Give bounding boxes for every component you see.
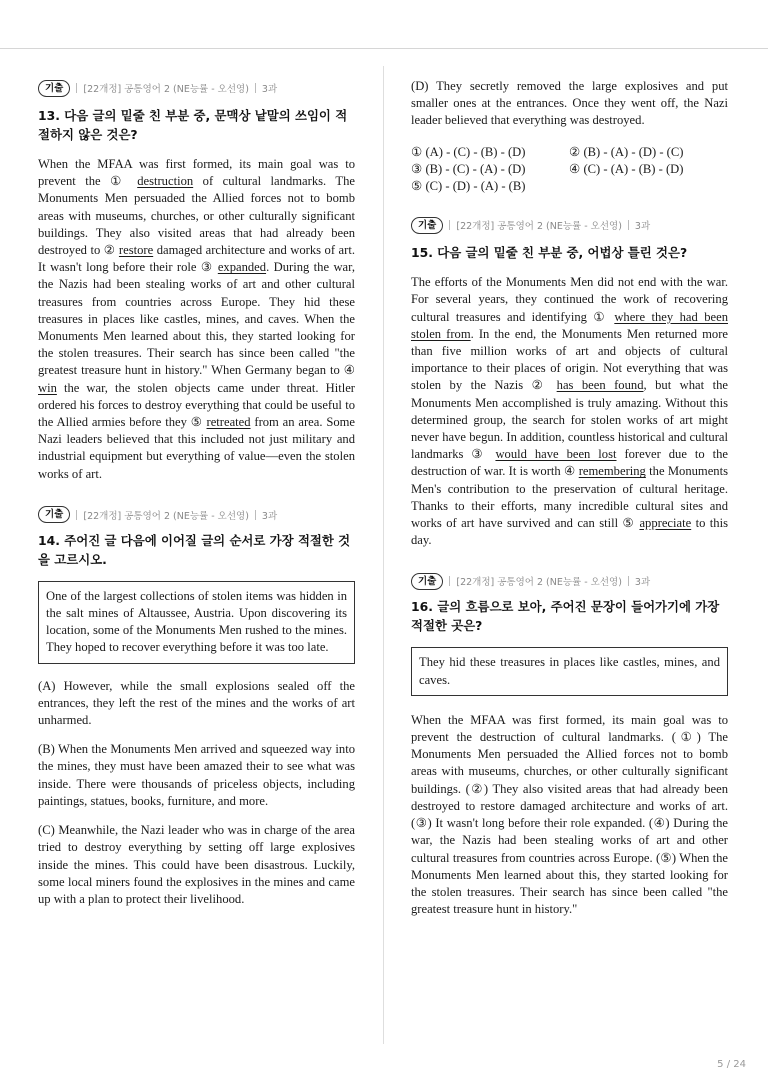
choice-5[interactable]: ⑤ (C) - (D) - (A) - (B) [411, 179, 526, 194]
underlined-phrase: where they had been stolen from [411, 309, 728, 341]
paragraph-c: (C) Meanwhile, the Nazi leader who was in charge of the area tried to destroy everything by setting off large explosives inside the mines. This could have been disastrous. Luckily, some local miners found the explosives in the mines and came up with a plan to protect their livelihood. [38, 823, 355, 906]
question-13-title: 13. 다음 글의 밑줄 친 부분 중, 문맥상 낱말의 쓰임이 적절하지 않은 것은? [38, 108, 348, 142]
question-tag [411, 215, 728, 235]
underlined-word: destruction [137, 174, 194, 189]
paragraph-d: (D) They secretly removed the large explosives and put smaller ones at the entrances. Once they went off, the Nazi leader believed that everything was destroyed. [411, 79, 728, 128]
source-label: [22개정] 공통영어 2 (NE능률 - 오선영) [456, 221, 622, 233]
question-14-choices [411, 144, 728, 196]
underlined-phrase: would have been lost [495, 447, 617, 462]
tag-separator [255, 83, 256, 93]
question-tag [38, 78, 355, 98]
page-number: 5 / 24 [717, 1059, 746, 1070]
exam-badge: 기출 [38, 506, 70, 523]
source-label: [22개정] 공통영어 2 (NE능률 - 오선영) [83, 510, 249, 522]
question-14-title: 14. 주어진 글 다음에 이어질 글의 순서로 가장 적절한 것을 고르시오. [38, 532, 351, 567]
column-divider [383, 66, 384, 1044]
question-tag [38, 505, 355, 525]
left-column [38, 78, 355, 908]
tag-separator [449, 220, 450, 230]
tag-separator [76, 83, 77, 93]
underlined-word: retreated [206, 415, 251, 430]
question-16-title: 16. 글의 흐름으로 보아, 주어진 문장이 들어가기에 가장 적절한 곳은? [411, 599, 720, 634]
tag-separator [76, 510, 77, 520]
lesson-label: 3과 [261, 84, 278, 95]
header-rule [0, 48, 768, 49]
question-16-passage: When the MFAA was first formed, its main goal was to prevent the destruction of cultural landmarks. (①) The Monuments Men persuaded the Allied forces not to bomb areas with museums, churches, or other culturally significant buildings. (②) They also visited areas that had already been destroyed to restore damaged architecture and works of art. (③) It wasn't long before their role expanded. (④) During the war, the Nazis had been stealing works of art and other cultural treasures from countries across Europe. (⑤) When the Monuments Men learned about this, they started looking for the stolen treasures. Their search has since been called "the greatest treasure hunt in history." [411, 712, 728, 917]
tag-separator [449, 576, 450, 586]
source-label: [22개정] 공통영어 2 (NE능률 - 오선영) [456, 577, 622, 589]
question-14-given-text: One of the largest collections of stolen items was hidden in the salt mines of Altaussee, Austria. Upon discovering its location, some of the Monuments Men rushed to the mines. They hoped to recover everything before it was too late. [38, 581, 355, 664]
underlined-phrase: remembering [578, 464, 646, 479]
source-label: [22개정] 공통영어 2 (NE능률 - 오선영) [83, 84, 249, 95]
right-column [411, 78, 728, 918]
exam-badge: 기출 [411, 217, 443, 234]
lesson-label: 3과 [261, 510, 278, 522]
choice-2[interactable]: ② (B) - (A) - (D) - (C) [569, 144, 684, 159]
paragraph-a: (A) However, while the small explosions sealed off the entrances, they left the rest of the mines and the works of art unharmed. [38, 678, 355, 728]
choice-1[interactable]: ① (A) - (C) - (B) - (D) [411, 144, 526, 159]
underlined-word: expanded [217, 260, 267, 275]
exam-badge: 기출 [38, 80, 70, 97]
tag-separator [628, 220, 629, 230]
underlined-word: restore [118, 243, 154, 258]
tag-separator [255, 510, 256, 520]
choice-3[interactable]: ③ (B) - (C) - (A) - (D) [411, 161, 526, 176]
choice-4[interactable]: ④ (C) - (A) - (B) - (D) [569, 161, 684, 176]
question-16-given-sentence: They hid these treasures in places like castles, mines, and caves. [411, 647, 728, 695]
underlined-phrase: appreciate [639, 516, 692, 531]
question-tag [411, 571, 728, 591]
question-15-passage: The efforts of the Monuments Men did not end with the war. For several years, they continued the work of recovering cultural treasures and identifying ① where they had been stolen from. In the end, the Monuments Men returned more than five million works of art and objects of cultural importance to their places of origin. Not everything that was stolen by the Nazis ② has been found, but what the Monuments Men accomplished is truly amazing. Without this determined group, the search for stolen works of art might never have begun. In addition, countless historical and cultural landmarks ③ would have been lost forever due to the destruction of war. It is worth ④ remembering the Monuments Men's contribution to the preservation of cultural heritage. Thanks to their efforts, many incredible cultural sites and works of art have survived and can still ⑤ appreciate to this day. [411, 275, 728, 548]
exam-badge: 기출 [411, 573, 443, 590]
underlined-phrase: has been found [556, 378, 644, 393]
paragraph-b: (B) When the Monuments Men arrived and squeezed way into the mines, they must have been amazed their to see what was inside. There were thousands of priceless objects, including paintings, statues, books, furniture, and more. [38, 742, 355, 808]
lesson-label: 3과 [634, 221, 651, 233]
tag-separator [628, 576, 629, 586]
question-13-passage: When the MFAA was first formed, its main goal was to prevent the ① destruction of cultural landmarks. The Monuments Men persuaded the Allied forces not to bomb areas with museums, churches, or other culturally significant buildings. They also visited areas that had already been destroyed to ② restore damaged architecture and works of art. It wasn't long before their role ③ expanded. During the war, the Nazis had been stealing works of art and other cultural treasures from countries across Europe. They hid these treasures in places like castles, mines, and caves. When the Monuments Men learned about this, they started looking for the stolen treasures. Their search has since been called "the greatest treasure hunt in history." When Germany began to ④ win the war, the stolen objects came under threat. Hitler ordered his forces to destroy everything that could be useful to the Allied armies before they ⑤ retreated from an area. Some Nazi leaders believed that this included not just military and industrial equipment but everything of value—even the stolen works of art. [38, 157, 356, 481]
lesson-label: 3과 [634, 577, 651, 589]
question-15-title: 15. 다음 글의 밑줄 친 부분 중, 어법상 틀린 것은? [411, 245, 688, 261]
underlined-word: win [38, 380, 57, 395]
